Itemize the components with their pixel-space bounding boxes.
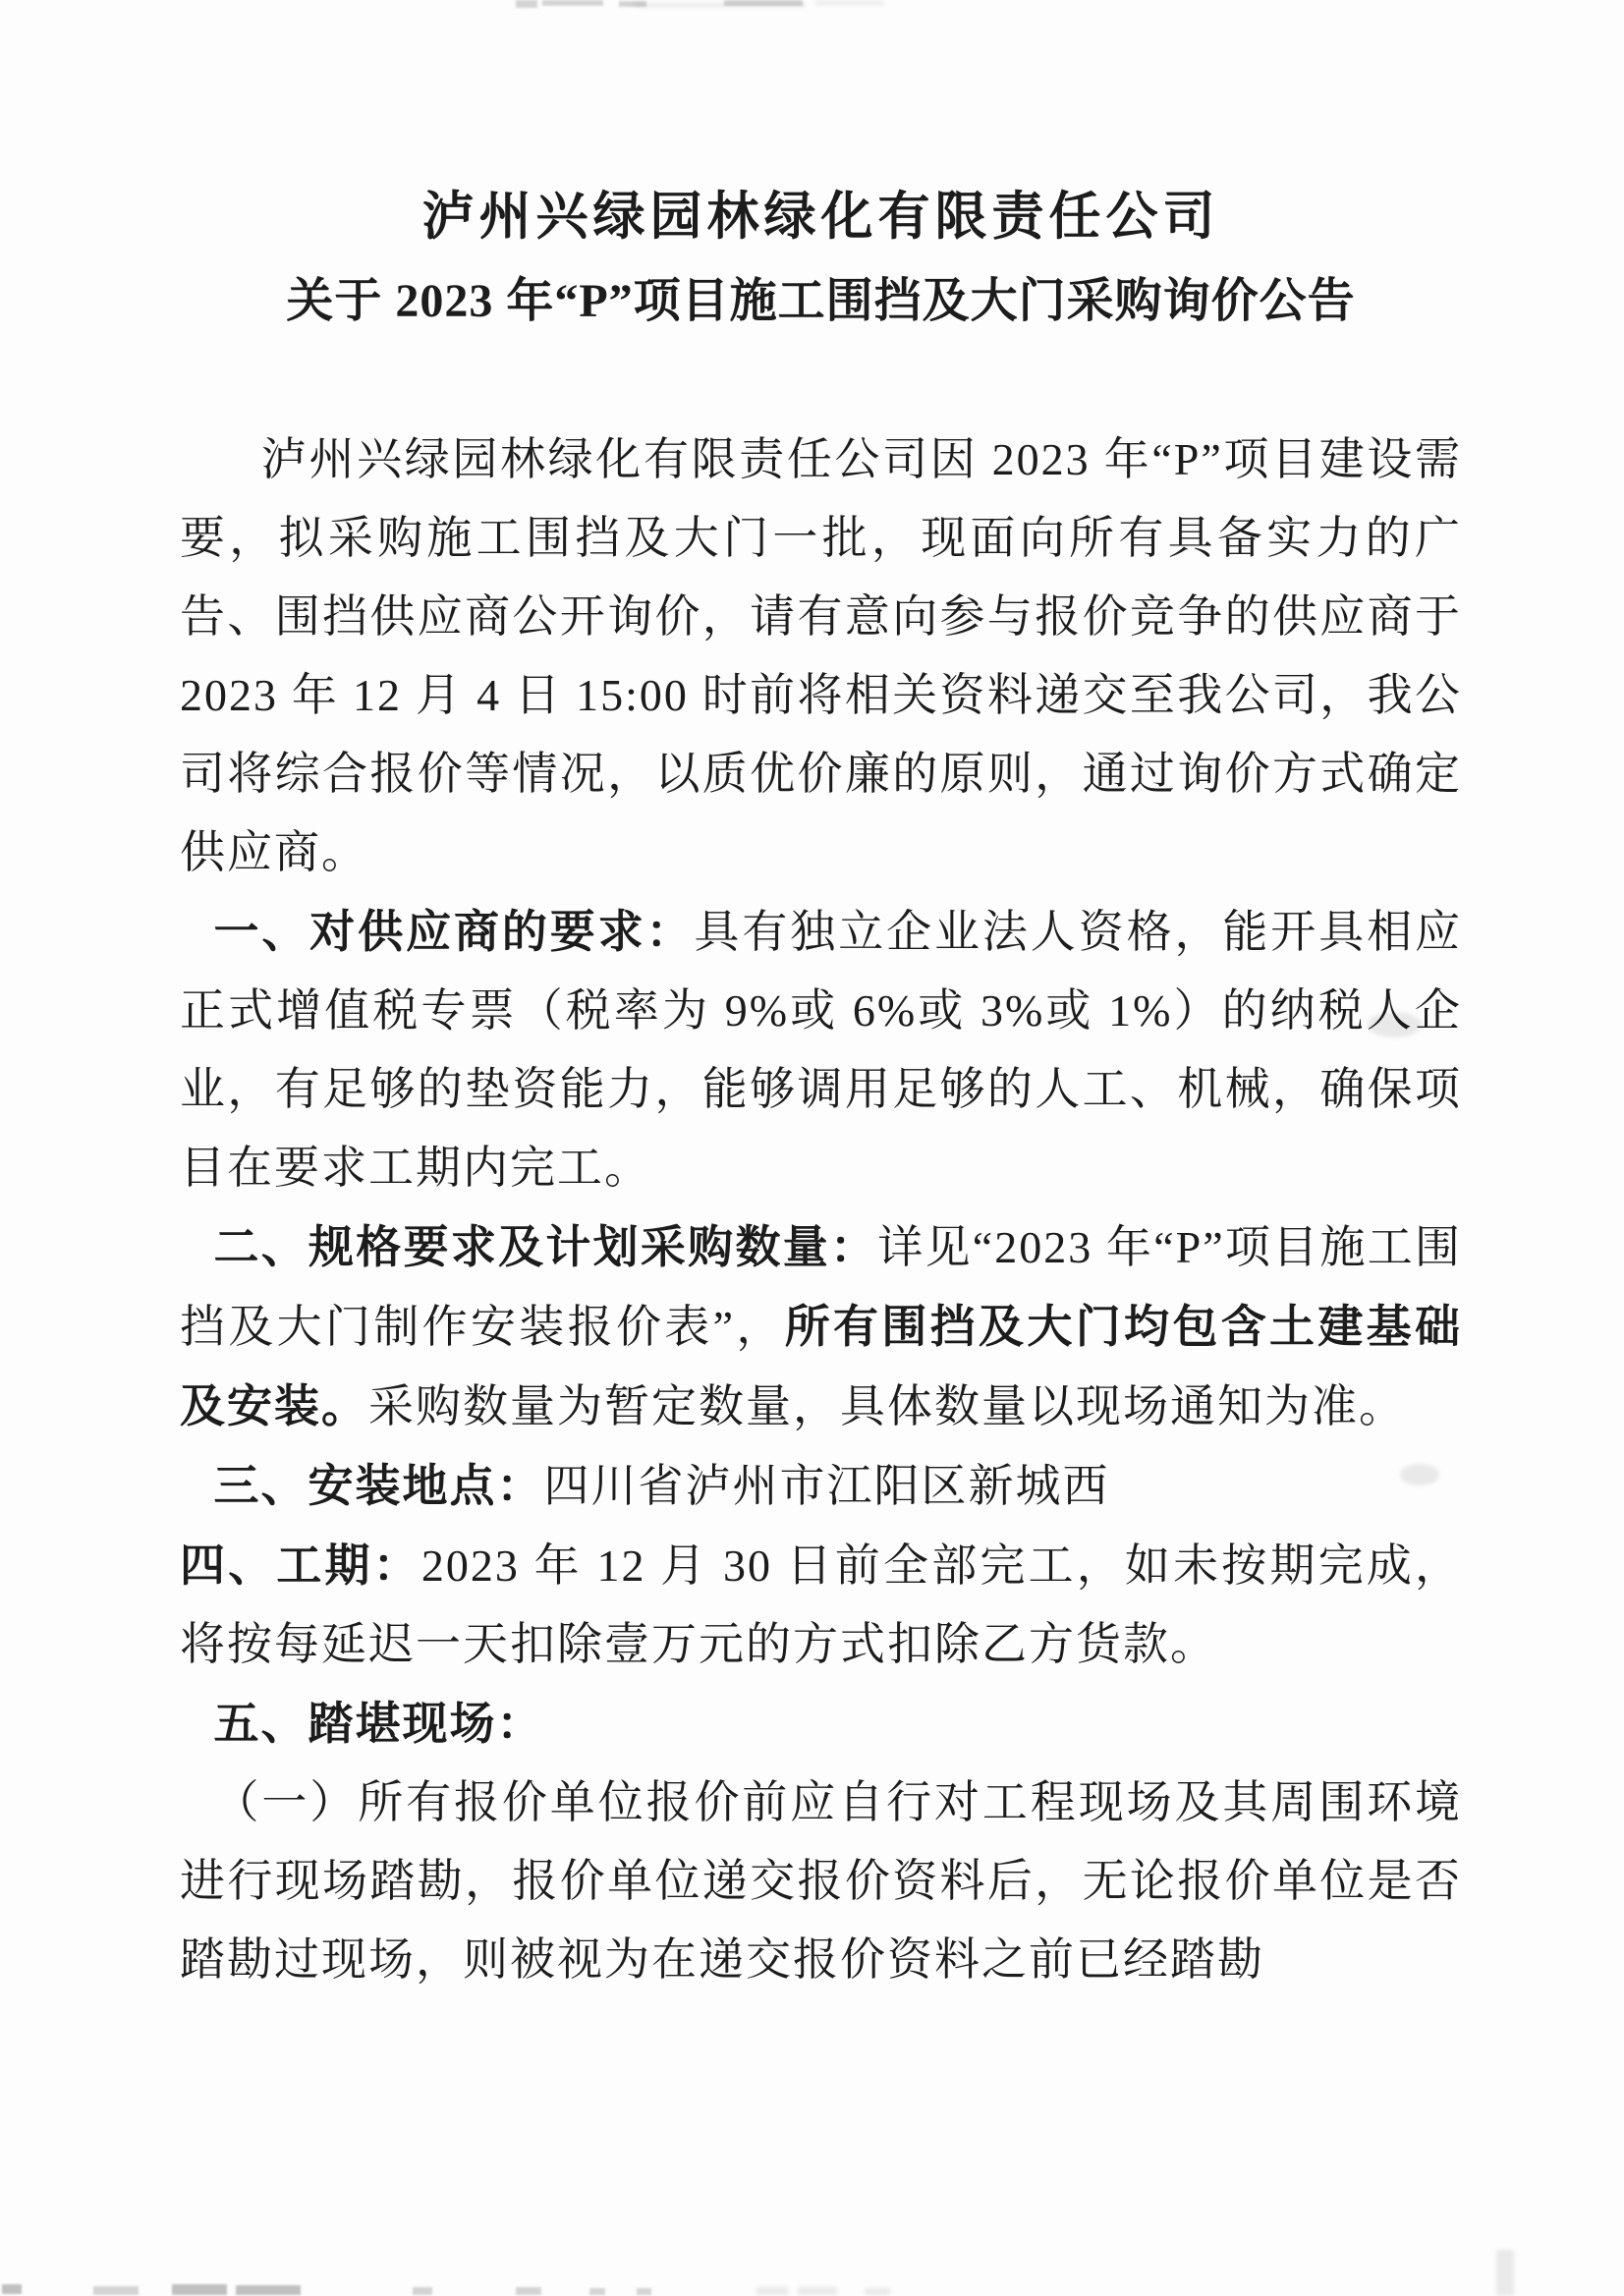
scan-artifact-bottom <box>637 2288 651 2295</box>
paragraph <box>180 1446 1462 1526</box>
scan-artifact-bottom <box>798 2287 837 2295</box>
text-run: 具有独立企业法人资格，能开具相应正式增值税专票（税率为 9%或 6%或 3%或 1%）的纳税人企业，有足够的垫资能力，能够调用足够的人工、机械，确保项目在要求工期内完工。 <box>180 907 1463 1193</box>
scan-artifact-right <box>1496 2250 1514 2296</box>
scan-artifact-top <box>619 1 646 7</box>
paragraph <box>180 1684 1462 1764</box>
scan-artifact-bottom <box>516 2287 541 2295</box>
paragraph <box>180 1207 1462 1446</box>
text-run: 采购数量为暂定数量，具体数量以现场通知为准。 <box>368 1381 1406 1431</box>
scan-artifact-top <box>516 0 537 8</box>
paragraph <box>180 892 1462 1207</box>
document-content <box>180 175 1462 1999</box>
document-body <box>180 420 1462 1999</box>
text-run: 泸州兴绿园林绿化有限责任公司因 2023 年“P”项目建设需要，拟采购施工围挡及大门一批，现面向所有具备实力的广告、围挡供应商公开询价，请有意向参与报价竞争的供应商于 2023 年 12 月 4 日 15:00 时前将相关资料递交至我公司，我公司将综合报价等情况，以质优价廉的原则，通过询价方式确定供应商。 <box>180 434 1462 877</box>
bold-text-run: 一、对供应商的要求： <box>213 906 695 957</box>
paragraph <box>180 1764 1462 1999</box>
document-title-line1: 泸州兴绿园林绿化有限责任公司 <box>421 189 1220 246</box>
text-run: 详见“2023 年“P”项目施工围挡及大门制作安装报价表”， <box>180 1222 1462 1352</box>
scan-artifact-top <box>542 0 603 6</box>
text-run: （一）所有报价单位报价前应自行对工程现场及其周围环境进行现场踏勘，报价单位递交报价资料后，无论报价单位是否踏勘过现场，则被视为在递交报价资料之前已经踏勘 <box>180 1777 1462 1985</box>
bold-text-run: 二、规格要求及计划采购数量： <box>213 1221 878 1272</box>
scan-artifact-bottom <box>413 2287 432 2295</box>
text-run: 2023 年 12 月 30 日前全部完工，如未按期完成，将按每延迟一天扣除壹万元的方式扣除乙方货款。 <box>180 1540 1463 1669</box>
scan-artifact-bottom <box>93 2286 139 2295</box>
scan-artifact-top <box>634 3 806 7</box>
scan-artifact-bottom <box>236 2285 301 2295</box>
scan-artifact-bottom <box>865 2288 890 2295</box>
scan-artifact-top <box>724 0 803 6</box>
bold-text-run: 所有围挡及大门均包含土建基础及安装。 <box>180 1301 1463 1431</box>
bold-text-run: 五、踏堪现场： <box>213 1698 544 1749</box>
scan-artifact-bottom <box>2 2284 22 2294</box>
document-title-line2: 关于 2023 年“P”项目施工围挡及大门采购询价公告 <box>286 275 1356 327</box>
bold-text-run: 三、安装地点： <box>213 1460 544 1511</box>
scan-artifact-bottom <box>589 2288 605 2295</box>
scan-artifact-bottom <box>172 2284 227 2295</box>
paragraph <box>180 1526 1462 1684</box>
bold-text-run: 四、工期： <box>180 1540 421 1591</box>
paragraph <box>180 420 1462 892</box>
text-run: 四川省泸州市江阳区新城西 <box>543 1461 1110 1511</box>
scan-artifact-top <box>815 1 884 5</box>
scan-artifact-bottom <box>756 2287 788 2295</box>
